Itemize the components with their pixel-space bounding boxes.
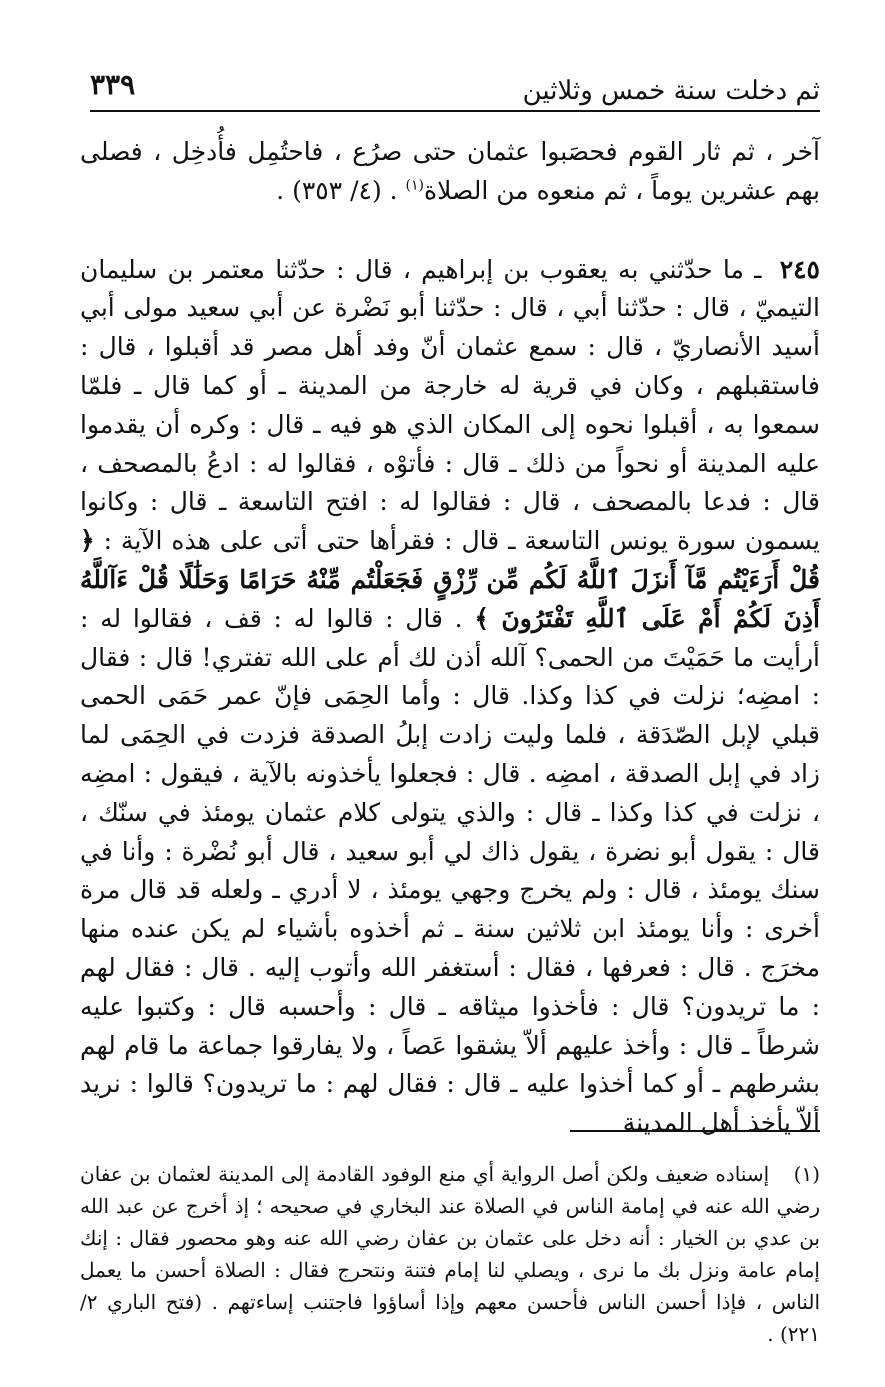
footnote-rule (570, 1130, 820, 1132)
paragraph-gap (80, 211, 820, 251)
footnote-reference: (١) (405, 177, 425, 194)
footnote-marker: (١) (793, 1162, 821, 1186)
main-text (80, 133, 820, 1143)
report-text-b: . قال : قالوا له : قف ، فقالوا له : أرأيت ما حَمَيْتَ من الحمى؟ آلله أذن لك أم على الله تفتري! قال : فقال : امضِه؛ نزلت في كذا وكذا. قال : وأما الحِمَى فإنّ عمر حَمَى الحمى قبلي لإبل الصّدَقة ، فلما وليت زادت إبلُ الصدقة فزدت في الحِمَى لما زاد في إبل الصدقة ، امضِه . قال : فجعلوا يأخذونه بالآية ، فيقول : امضِه ، نزلت في كذا وكذا ـ قال : والذي يتولى كلام عثمان يومئذ في سنّك ، قال : يقول أبو نضرة ، يقول ذاك لي أبو سعيد ، قال أبو نُضْرة : وأنا في سنك يومئذ ، قال : ولم يخرج وجهي يومئذ ، لا أدري ـ ولعله قد قال مرة أخرى : وأنا يومئذ ابن ثلاثين سنة ـ ثم أخذوه بأشياء لم يكن عنده منها مخرَج . قال : فعرفها ، فقال : أستغفر الله وأتوب إليه . قال : فقال لهم : ما تريدون؟ قال : فأخذوا ميثاقه ـ قال : وأحسبه قال : وكتبوا عليه شرطاً ـ قال : وأخذ عليهم ألاّ يشقوا عَصاً ، ولا يفارقوا جماعة ما قام لهم بشرطهم ـ أو كما أخذوا عليه ـ قال : فقال لهم : ما تريدون؟ قالوا : نريد ألاّ يأخذ أهل المدينة (80, 603, 820, 1138)
report-paragraph (80, 251, 820, 1143)
continuation-text: آخر ، ثم ثار القوم فحصَبوا عثمان حتى صرُع ، فاحتُمِل فأُدخِل ، فصلى بهم عشرين يوماً ، ثم منعوه من الصلاة (80, 137, 820, 205)
report-text-a: ـ ما حدّثني به يعقوب بن إبراهيم ، قال : حدّثنا معتمر بن سليمان التيميّ ، قال : حدّثنا أبي ، قال : حدّثنا أبو نَضْرة عن أبي سعيد مولى أبي أسيد الأنصاريّ ، قال : سمع عثمان أنّ وفد أهل مصر قد أقبلوا ، قال : فاستقبلهم ، وكان في قرية له خارجة من المدينة ـ أو كما قال ـ فلمّا سمعوا به ، أقبلوا نحوه إلى المكان الذي هو فيه ـ قال : وكره أن يقدموا عليه المدينة أو نحواً من ذلك ـ قال : فأتوْه ، فقالوا له : ادعُ بالمصحف ، قال : فدعا بالمصحف ، قال : فقالوا له : افتح التاسعة ـ قال : وكانوا يسمون سورة يونس التاسعة ـ قال : فقرأها حتى أتى على هذه الآية : (80, 254, 820, 556)
footnote-text: إسناده ضعيف ولكن أصل الرواية أي منع الوفود القادمة إلى المدينة لعثمان بن عفان رضي الله عنه في إمامة الناس في الصلاة عند البخاري في صحيحه ؛ إذ أخرج عن عبد الله بن عدي بن الخيار : أنه دخل على عثمان بن عفان رضي الله عنه وهو محصور فقال : إنك إمام عامة ونزل بك ما نرى ، ويصلي لنا إمام فتنة ونتحرج فقال : الصلاة أحسن ما يعمل الناس ، فإذا أحسن الناس فأحسن معهم وإذا أساؤوا فاجتنب إساءتهم . (فتح الباري ٢/ ٢٢١) . (80, 1162, 820, 1346)
footnotes (80, 1158, 820, 1350)
continuation-tail: . (٤/ ٣٥٣) . (276, 175, 398, 205)
page-number: ٣٣٩ (90, 68, 136, 101)
report-number: ٢٤٥ (779, 254, 820, 284)
page-header (90, 62, 820, 112)
quran-verse: ﴿ قُلْ أَرَءَيْتُم مَّآ أَنزَلَ ٱللَّهُ لَكُم مِّن رِّزْقٍ فَجَعَلْتُم مِّنْهُ حَرَامًا وَحَلَٰلًا قُلْ ءَآللَّهُ أَذِنَ لَكُمْ أَمْ عَلَى ٱللَّهِ تَفْتَرُونَ ﴾ (80, 526, 820, 633)
continuation-paragraph (80, 133, 820, 211)
running-title: ثم دخلت سنة خمس وثلاثين (522, 76, 820, 106)
footnote-item (80, 1158, 820, 1350)
header-rule (90, 110, 820, 112)
